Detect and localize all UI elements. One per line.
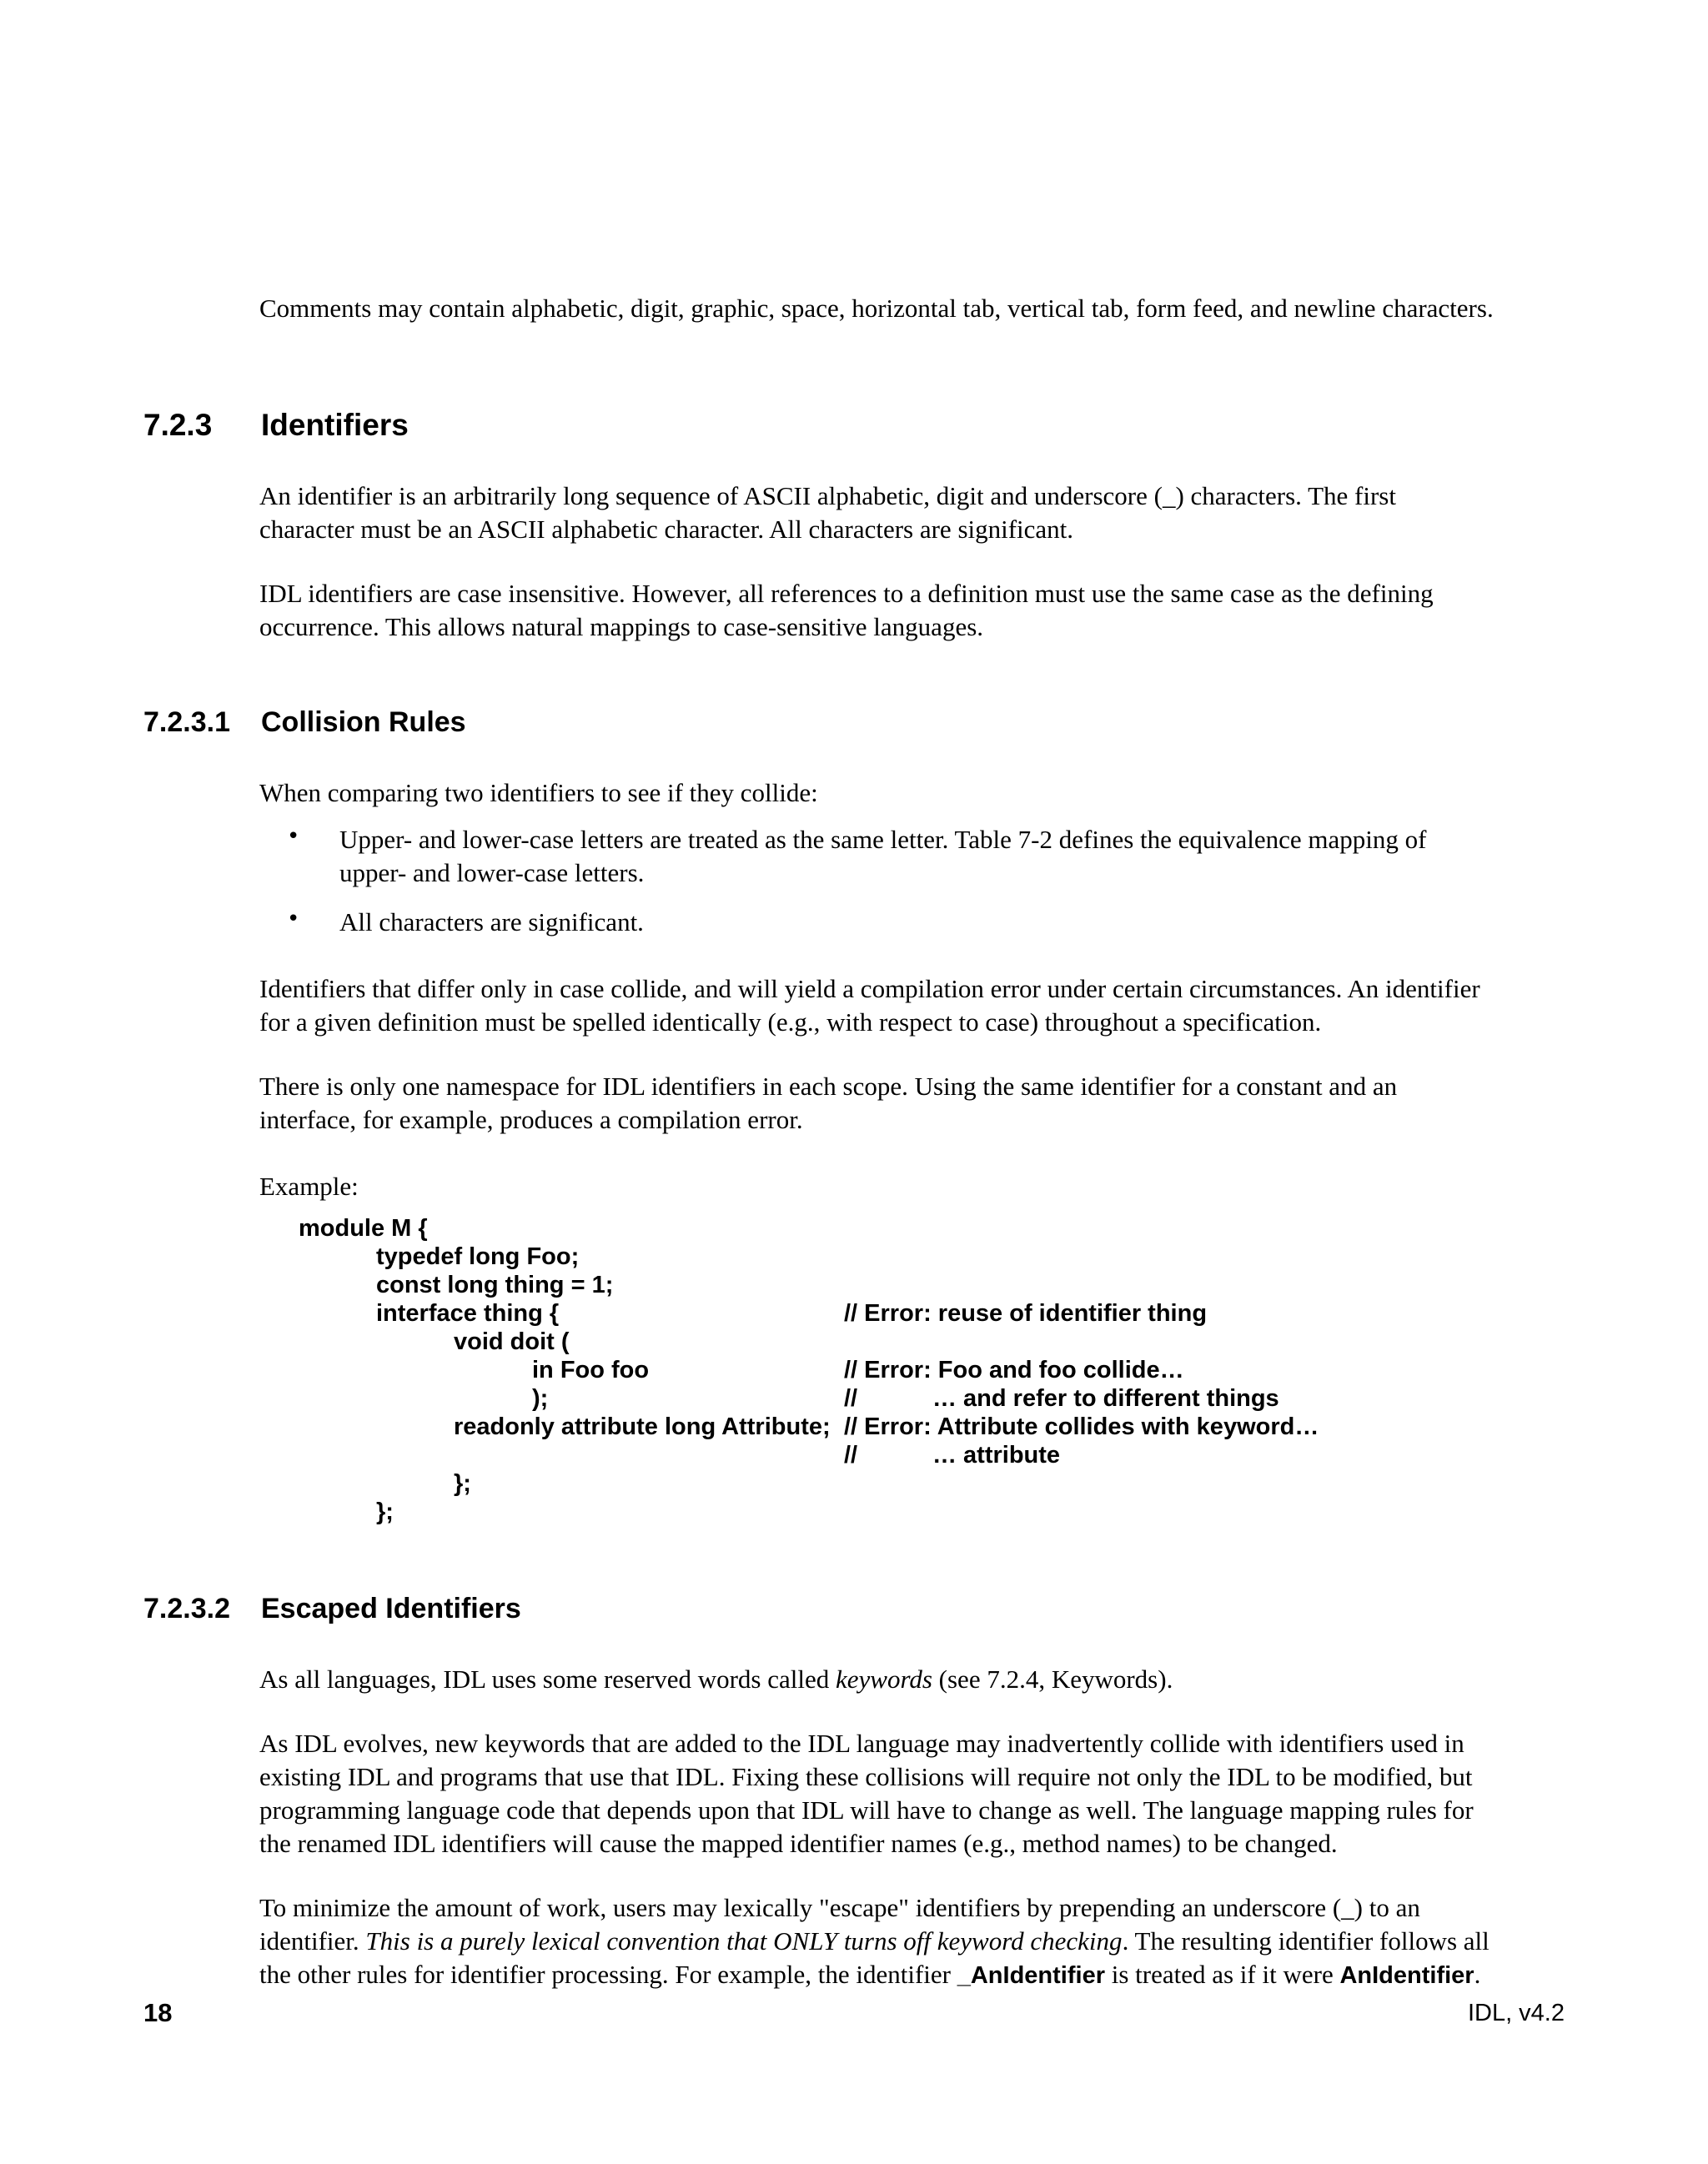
text-line: To minimize the amount of work, users may lexically "escape" identifiers by prepending an underscore (_) to an [259,1893,1420,1922]
keywords-emphasis: keywords [835,1664,932,1694]
code-line: }; [376,1499,394,1525]
code-identifier: AnIdentifier [1339,1962,1474,1989]
italic-emphasis: This is a purely lexical convention that ONLY turns off keyword checking [365,1926,1123,1956]
text-line: programming language code that depends upon that IDL will have to change as well. The language mapping rules for [259,1795,1474,1825]
text-run: the other rules for identifier processing. For example, the identifier [259,1960,957,1989]
code-line: module M { [299,1215,428,1242]
section-number: 7.2.3 [143,408,213,442]
section-number: 7.2.3.2 [143,1593,230,1624]
text-line [259,1958,1594,1992]
section-title: Escaped Identifiers [261,1593,521,1624]
section-title: Identifiers [261,408,409,442]
page-number: 18 [143,1998,173,2027]
code-comment: … and refer to different things [932,1385,1279,1412]
code-identifier: _AnIdentifier [957,1962,1105,1989]
code-comment: // [844,1385,858,1412]
text-line: the renamed IDL identifiers will cause the mapped identifier names (e.g., method names) to be changed. [259,1829,1338,1858]
code-line: typedef long Foo; [376,1243,580,1270]
comments-paragraph: Comments may contain alphabetic, digit, graphic, space, horizontal tab, vertical tab, form feed, and newline characters. [259,294,1494,323]
text-run: (see 7.2.4, Keywords). [932,1664,1173,1694]
escaped-paragraph-3 [259,1891,1594,1992]
collision-paragraph-2 [259,1070,1594,1137]
collision-intro: When comparing two identifiers to see if they collide: [259,778,818,807]
code-line: const long thing = 1; [376,1272,614,1298]
text-line: As IDL evolves, new keywords that are added to the IDL language may inadvertently collide with identifiers used in [259,1729,1464,1758]
bullet-item-significant: All characters are significant. [339,907,644,936]
identifiers-paragraph-2 [259,577,1594,644]
text-line: An identifier is an arbitrarily long sequence of ASCII alphabetic, digit and underscore (_) characters. The first [259,481,1396,510]
text-run: is treated as if it were [1104,1960,1340,1989]
text-line: existing IDL and programs that use that IDL. Fixing these collisions will require not only the IDL to be modified, but [259,1762,1473,1791]
text-line: occurrence. This allows natural mappings to case-sensitive languages. [259,612,984,641]
section-title: Collision Rules [261,706,466,738]
example-label: Example: [259,1172,359,1201]
text-run: . The resulting identifier follows all [1122,1926,1489,1956]
text-run: . [1474,1960,1481,1989]
bullet-icon: • [287,824,300,849]
text-line: character must be an ASCII alphabetic character. All characters are significant. [259,515,1074,544]
code-comment: … attribute [932,1442,1061,1469]
text-line: interface, for example, produces a compilation error. [259,1105,803,1134]
code-line: in Foo foo [532,1357,650,1383]
code-comment: // Error: Attribute collides with keyword… [844,1413,1319,1440]
code-line: interface thing { [376,1300,560,1327]
code-line: }; [454,1470,471,1497]
text-line: Identifiers that differ only in case collide, and will yield a compilation error under certain circumstances. An identifier [259,974,1480,1003]
text-line: for a given definition must be spelled identically (e.g., with respect to case) throughout a specification. [259,1007,1322,1037]
bullet-item-case [339,823,1557,890]
identifiers-paragraph-1 [259,479,1594,546]
escaped-paragraph-2 [259,1727,1594,1860]
document-version: IDL, v4.2 [1467,2000,1565,2026]
text-run: identifier. [259,1926,366,1956]
code-line: readonly attribute long Attribute; [454,1413,831,1440]
escaped-paragraph-1 [259,1663,1594,1696]
text-line [259,1925,1594,1958]
collision-paragraph-1 [259,972,1594,1039]
code-comment: // [844,1442,858,1469]
bullet-icon: • [287,906,300,931]
code-comment: // Error: Foo and foo collide… [844,1357,1184,1383]
section-number: 7.2.3.1 [143,706,230,738]
code-line: void doit ( [454,1328,570,1355]
text-line: IDL identifiers are case insensitive. However, all references to a definition must use the same case as the defining [259,579,1434,608]
code-line: ); [532,1385,549,1412]
text-line: There is only one namespace for IDL identifiers in each scope. Using the same identifier for a constant and an [259,1072,1398,1101]
text-line: upper- and lower-case letters. [339,858,645,887]
text-line: Upper- and lower-case letters are treated as the same letter. Table 7-2 defines the equivalence mapping of [339,825,1427,854]
code-comment: // Error: reuse of identifier thing [844,1300,1208,1327]
text-run: As all languages, IDL uses some reserved words called [259,1664,836,1694]
